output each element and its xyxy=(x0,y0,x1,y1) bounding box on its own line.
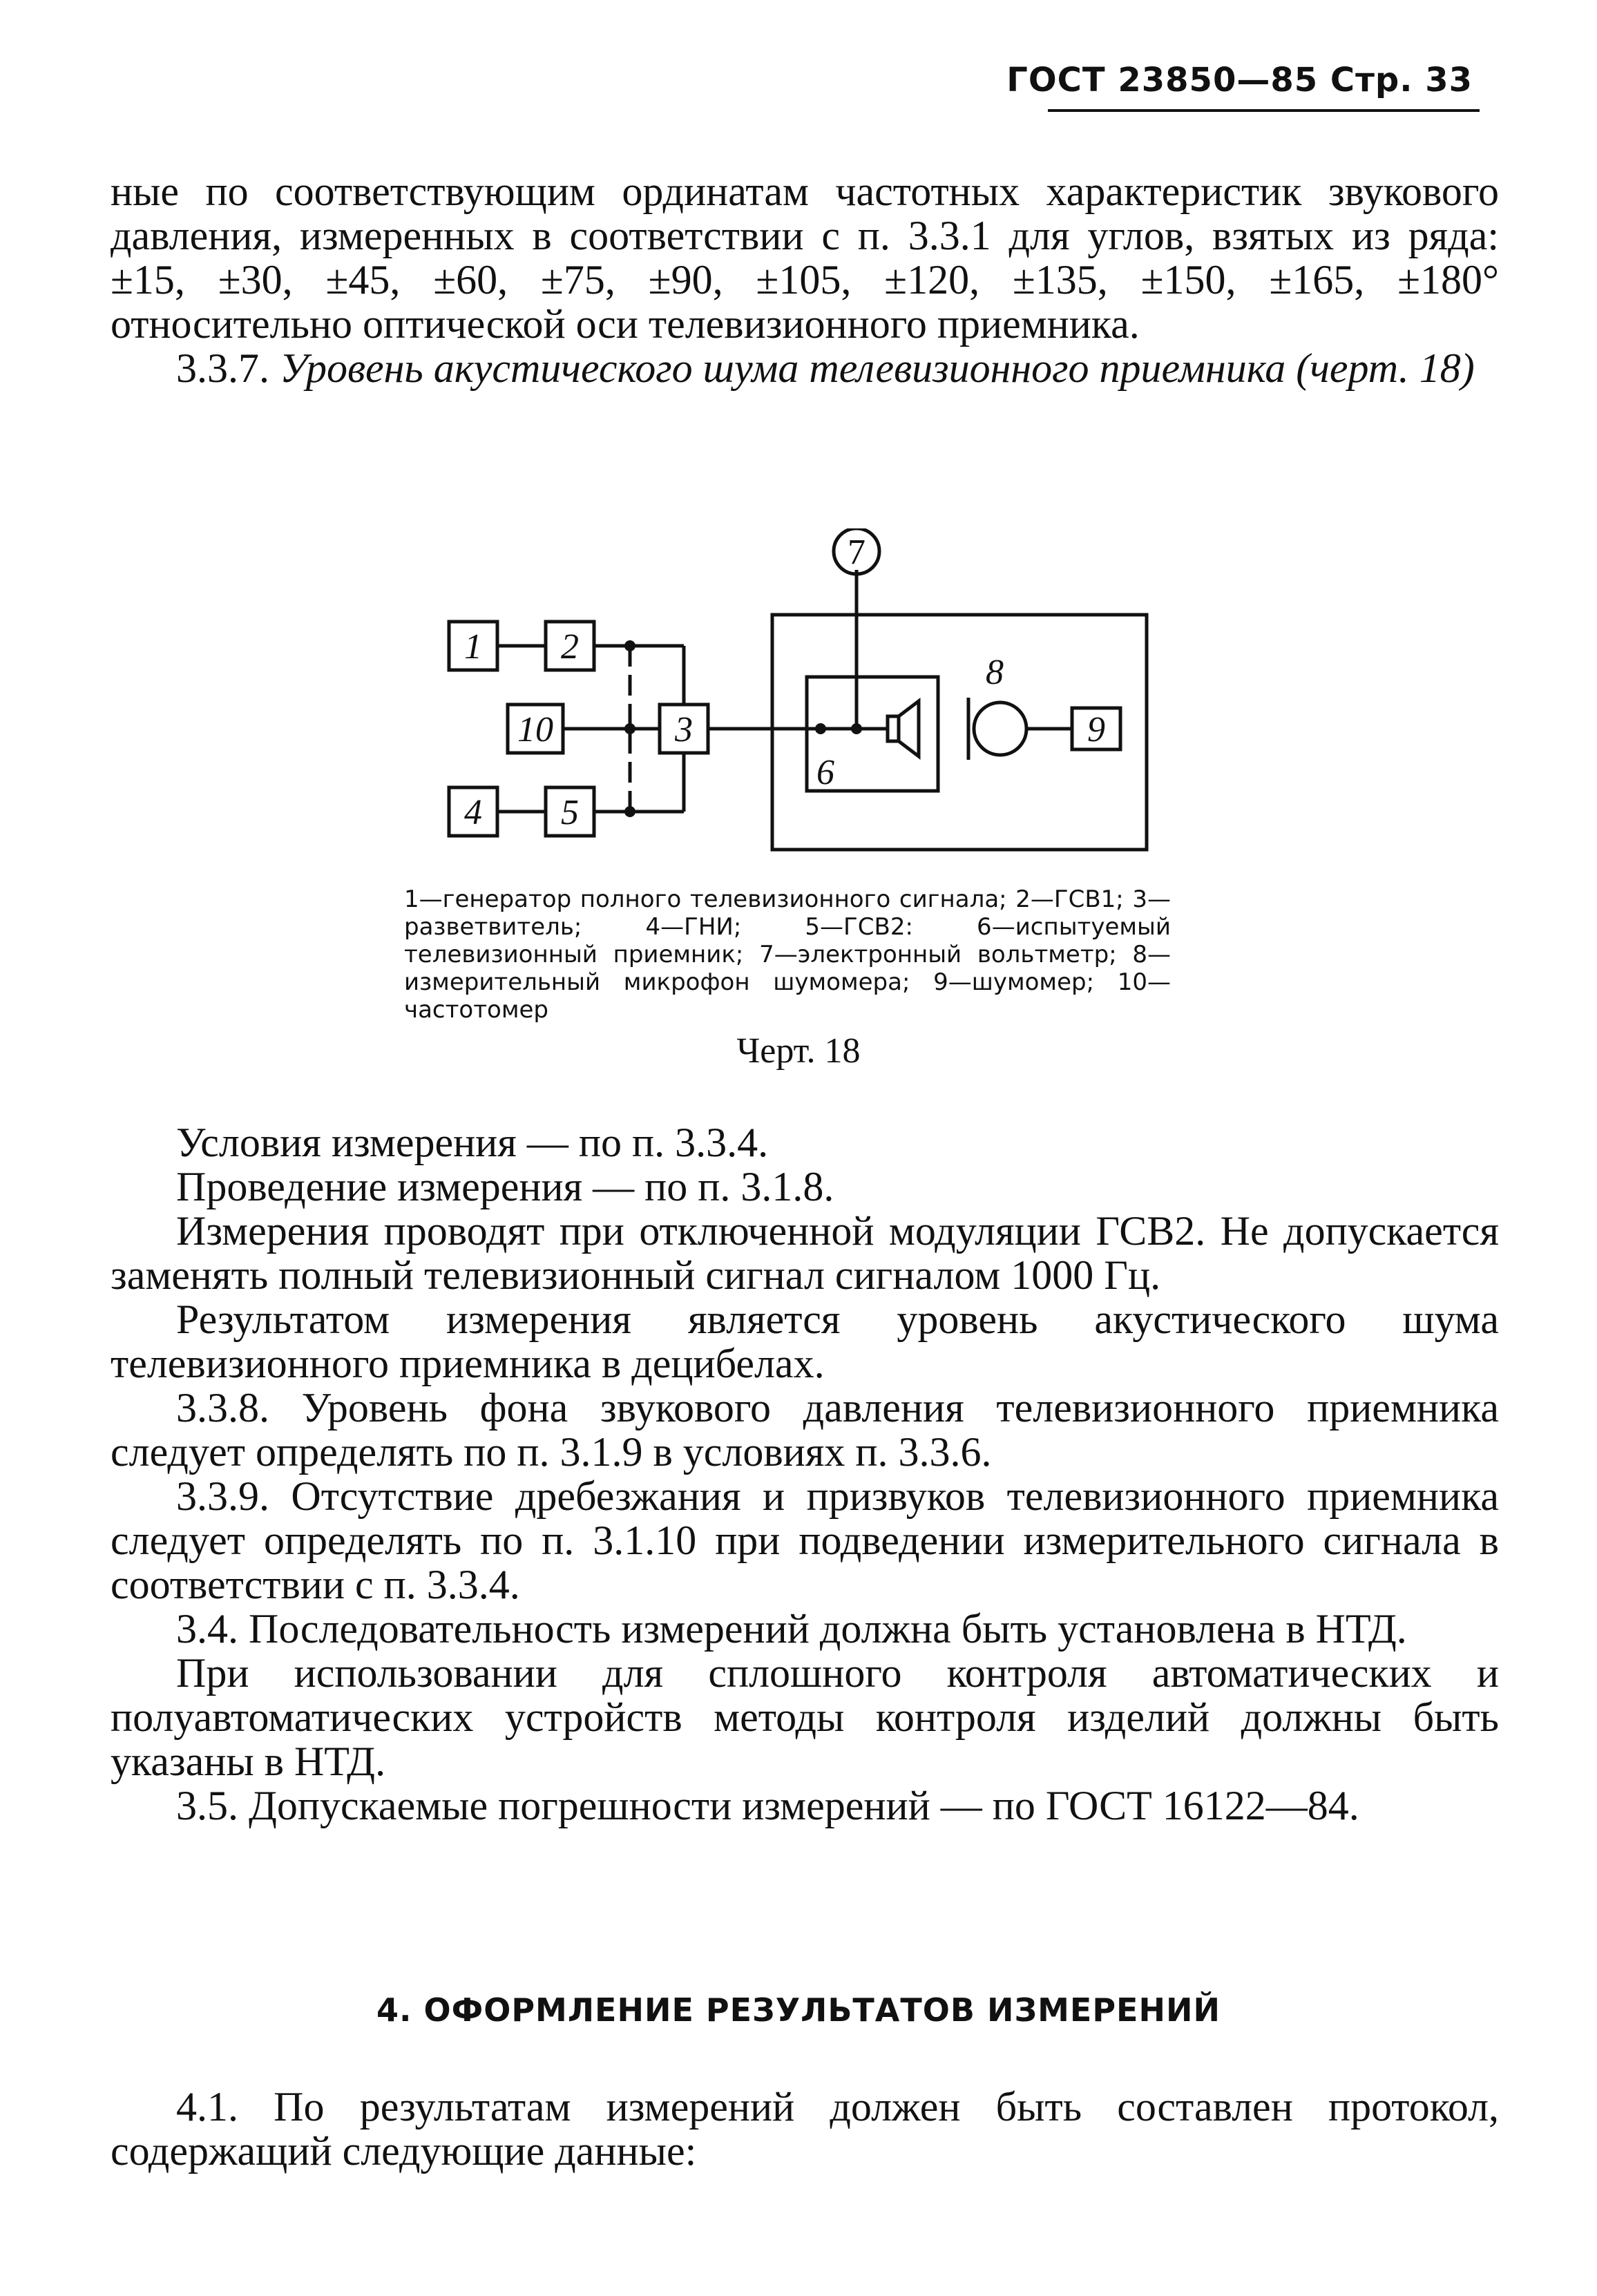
section-3-3-7-title: Уровень акустического шума телевизионного приемника (черт. 18) xyxy=(280,345,1475,391)
page-header: ГОСТ 23850—85 Стр. 33 xyxy=(1006,61,1473,99)
label-10: 10 xyxy=(517,710,553,749)
label-7: 7 xyxy=(848,533,866,572)
label-9: 9 xyxy=(1087,710,1105,749)
paragraph-angles: ные по соответствующим ординатам частотных характеристик звукового давления, измеренных в соответствии с п. 3.3.1 для углов, взятых из ряда: ±15, ±30, ±45, ±60, ±75, ±90, ±105, ±120, ±135, ±150, ±165, ±180° относительно оптической оси телевизионного приемника. xyxy=(111,169,1499,347)
label-4: 4 xyxy=(464,793,482,832)
body-paragraph: Результатом измерения является уровень акустического шума телевизионного приемника в децибелах. xyxy=(111,1297,1499,1386)
label-1: 1 xyxy=(464,627,482,667)
body-text xyxy=(111,1120,1499,1828)
header-rule xyxy=(1048,109,1480,112)
section-4-title: 4. ОФОРМЛЕНИЕ РЕЗУЛЬТАТОВ ИЗМЕРЕНИЙ xyxy=(376,1991,1221,2029)
body-paragraph: Проведение измерения — по п. 3.1.8. xyxy=(176,1164,834,1209)
body-paragraph: 3.4. Последовательность измерений должна быть установлена в НТД. xyxy=(176,1606,1407,1652)
body-paragraph: Условия измерения — по п. 3.3.4. xyxy=(176,1120,769,1165)
block-diagram xyxy=(442,528,1160,867)
section-3-3-7-heading xyxy=(111,346,1499,390)
label-6: 6 xyxy=(816,753,834,792)
body-paragraph: 3.3.9. Отсутствие дребезжания и призвуков телевизионного приемника следует определять по п. 3.1.10 при подведении измерительного сигнала в соответствии с п. 3.3.4. xyxy=(111,1473,1499,1607)
body-paragraph: Измерения проводят при отключенной модуляции ГСВ2. Не допускается заменять полный телевизионный сигнал сигналом 1000 Гц. xyxy=(111,1208,1499,1298)
section-4-paragraph: 4.1. По результатам измерений должен быть составлен протокол, содержащий следующие данные: xyxy=(111,2084,1499,2174)
body-paragraph: 3.5. Допускаемые погрешности измерений — по ГОСТ 16122—84. xyxy=(176,1783,1359,1828)
label-3: 3 xyxy=(675,710,693,749)
body-paragraph: 3.3.8. Уровень фона звукового давления телевизионного приемника следует определять по п. 3.1.9 в условиях п. 3.3.6. xyxy=(111,1385,1499,1475)
section-4-body xyxy=(111,2085,1499,2173)
label-5: 5 xyxy=(561,793,579,832)
figure-label: Черт. 18 xyxy=(736,1031,861,1071)
label-8: 8 xyxy=(986,653,1004,692)
paragraph-continuation xyxy=(111,169,1499,390)
section-3-3-7-number: 3.3.7. xyxy=(176,345,280,391)
diagram-caption: 1—генератор полного телевизионного сигнала; 2—ГСВ1; 3—разветвитель; 4—ГНИ; 5—ГСВ2: 6—испытуемый телевизионный приемник; 7—электронный вольтметр; 8—измерительный микрофон шумомера; 9—шумомер; 10—частотомер xyxy=(404,886,1171,1024)
body-paragraph: При использовании для сплошного контроля автоматических и полуавтоматических устройств методы контроля изделий должны быть указаны в НТД. xyxy=(111,1650,1499,1784)
label-2: 2 xyxy=(561,627,579,667)
